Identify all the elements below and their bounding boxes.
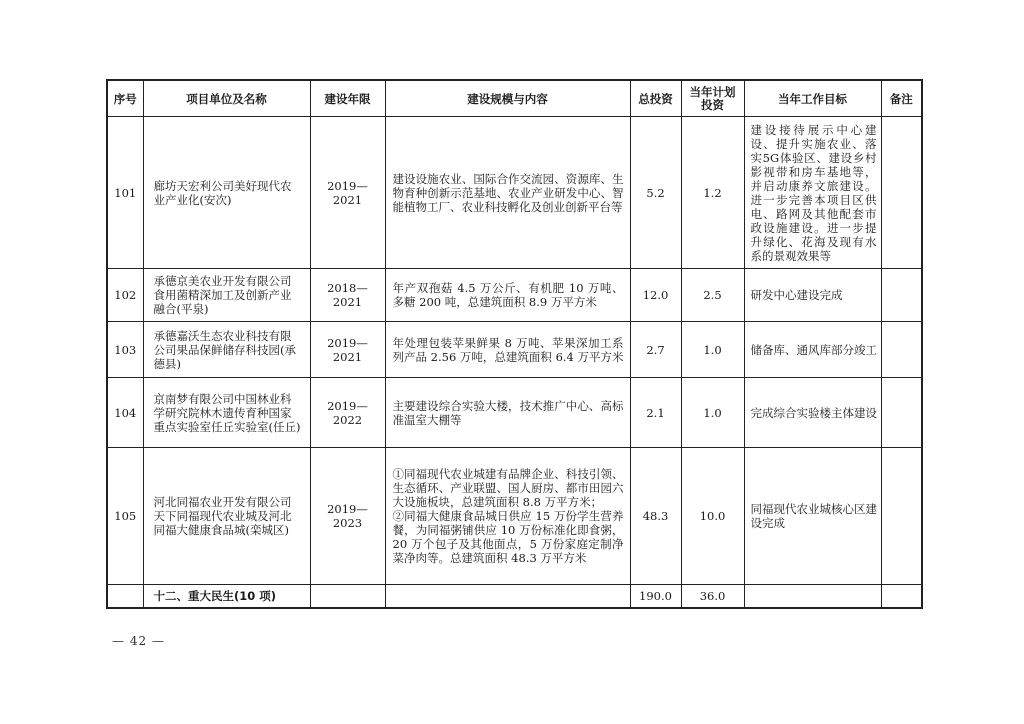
row-unit: 河北同福农业开发有限公司天下同福现代农业城及河北同福大健康食品城(栾城区) xyxy=(143,448,310,585)
subtotal-invest: 190.0 xyxy=(630,585,681,608)
row-invest: 5.2 xyxy=(630,117,681,269)
subtotal-plan: 36.0 xyxy=(681,585,744,608)
row-seq: 103 xyxy=(107,322,143,378)
row-invest: 2.1 xyxy=(630,378,681,448)
row-years: 2018—2021 xyxy=(310,269,385,322)
row-invest: 48.3 xyxy=(630,448,681,585)
row-note xyxy=(881,322,922,378)
page-number: — 42 — xyxy=(112,634,165,648)
row-note xyxy=(881,269,922,322)
header-scale: 建设规模与内容 xyxy=(385,80,630,117)
row-years: 2019—2021 xyxy=(310,322,385,378)
row-goal: 建设接待展示中心建设、提升实施农业、落实5G体验区、建设乡村影视带和房车基地等，并启动康养文旅建设。进一步完善本项目区供电、路网及其他配套市政设施建设。进一步提升绿化、花海及现有水系的景观效果等 xyxy=(744,117,881,269)
row-years: 2019—2022 xyxy=(310,378,385,448)
subtotal-row xyxy=(107,585,922,608)
row-plan: 10.0 xyxy=(681,448,744,585)
subtotal-seq xyxy=(107,585,143,608)
subtotal-label: 十二、重大民生(10 项) xyxy=(143,585,310,608)
table-header-row xyxy=(107,80,922,117)
table-row xyxy=(107,322,922,378)
row-plan: 1.2 xyxy=(681,117,744,269)
row-plan: 2.5 xyxy=(681,269,744,322)
header-seq: 序号 xyxy=(107,80,143,117)
row-plan: 1.0 xyxy=(681,378,744,448)
header-invest: 总投资 xyxy=(630,80,681,117)
table-row xyxy=(107,117,922,269)
subtotal-scale xyxy=(385,585,630,608)
row-scale-part-2: ②同福大健康食品城日供应 15 万份学生营养餐，为同福粥铺供应 10 万份标准化即食粥，20 万个包子及其他面点，5 万份家庭定制净菜净肉等。总建筑面积 48.3 万平方米 xyxy=(392,509,624,565)
subtotal-note xyxy=(881,585,922,608)
row-unit: 京南梦有限公司中国林业科学研究院林木遗传育种国家重点实验室任丘实验室(任丘) xyxy=(143,378,310,448)
row-seq: 101 xyxy=(107,117,143,269)
row-unit: 承德京美农业开发有限公司食用菌精深加工及创新产业融合(平泉) xyxy=(143,269,310,322)
row-scale: 主要建设综合实验大楼，技术推广中心、高标准温室大棚等 xyxy=(385,378,630,448)
row-plan: 1.0 xyxy=(681,322,744,378)
row-goal: 研发中心建设完成 xyxy=(744,269,881,322)
header-plan: 当年计划投资 xyxy=(681,80,744,117)
row-scale xyxy=(385,448,630,585)
row-unit: 承德嘉沃生态农业科技有限公司果品保鲜储存科技园(承德县) xyxy=(143,322,310,378)
row-note xyxy=(881,448,922,585)
table-row xyxy=(107,378,922,448)
header-unit: 项目单位及名称 xyxy=(143,80,310,117)
row-scale-part-1: ①同福现代农业城建有品牌企业、科技引领、生态循环、产业联盟、国人厨房、都市田园六大设施板块，总建筑面积 8.8 万平方米； xyxy=(392,467,624,509)
row-scale: 年处理包装苹果鲜果 8 万吨、苹果深加工系列产品 2.56 万吨，总建筑面积 6.4 万平方米 xyxy=(385,322,630,378)
row-seq: 102 xyxy=(107,269,143,322)
row-scale: 建设设施农业、国际合作交流园、资源库、生物育种创新示范基地、农业产业研发中心、智能植物工厂、农业科技孵化及创业创新平台等 xyxy=(385,117,630,269)
subtotal-years xyxy=(310,585,385,608)
row-invest: 12.0 xyxy=(630,269,681,322)
row-goal: 完成综合实验楼主体建设 xyxy=(744,378,881,448)
row-unit: 廊坊天宏利公司美好现代农业产业化(安次) xyxy=(143,117,310,269)
row-seq: 104 xyxy=(107,378,143,448)
row-goal: 储备库、通风库部分竣工 xyxy=(744,322,881,378)
row-years: 2019—2023 xyxy=(310,448,385,585)
table-row xyxy=(107,269,922,322)
header-note: 备注 xyxy=(881,80,922,117)
header-goal: 当年工作目标 xyxy=(744,80,881,117)
header-years: 建设年限 xyxy=(310,80,385,117)
project-table xyxy=(106,79,923,609)
row-years: 2019—2021 xyxy=(310,117,385,269)
row-goal: 同福现代农业城核心区建设完成 xyxy=(744,448,881,585)
row-scale: 年产双孢菇 4.5 万公斤、有机肥 10 万吨、多糖 200 吨，总建筑面积 8.9 万平方米 xyxy=(385,269,630,322)
row-seq: 105 xyxy=(107,448,143,585)
subtotal-goal xyxy=(744,585,881,608)
row-note xyxy=(881,378,922,448)
table-row xyxy=(107,448,922,585)
row-note xyxy=(881,117,922,269)
row-invest: 2.7 xyxy=(630,322,681,378)
